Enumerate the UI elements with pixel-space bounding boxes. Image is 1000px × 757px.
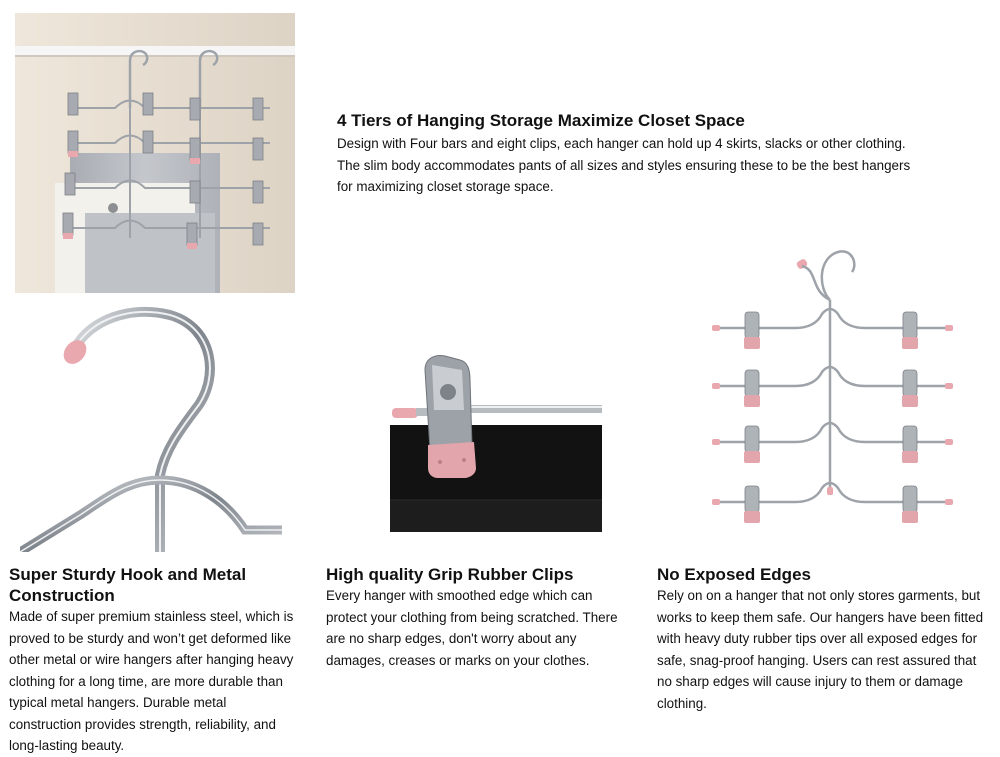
hook-line-7: long-lasting beauty.: [9, 738, 125, 753]
full-hanger-photo: [700, 240, 960, 540]
hook-line-5: typical metal hangers. Durable metal: [9, 695, 227, 710]
edges-line-1: Rely on on a hanger that not only stores garments, but: [657, 588, 981, 603]
clips-section: [326, 564, 646, 671]
hook-line-6: construction provides strength, reliability, and: [9, 716, 276, 732]
clip-closeup-photo: [390, 350, 602, 532]
closet-photo: [15, 13, 295, 293]
hook-section: [9, 564, 319, 757]
hook-line-3: other metal or wire hangers after hanging heavy: [9, 652, 294, 667]
tiers-line-1: Design with Four bars and eight clips, each hanger can hold up 4 skirts, slacks or other clothing.: [337, 136, 906, 151]
hook-line-4: clothing for a long time, are more durable than: [9, 673, 283, 689]
hook-title-line-1: Super Sturdy Hook and Metal: [9, 565, 247, 584]
edges-section: [657, 564, 997, 714]
edges-line-6: clothing.: [657, 695, 707, 711]
hook-line-2: proved to be sturdy and won’t get deformed like: [9, 630, 292, 646]
hook-title-line-2: Construction: [9, 586, 115, 605]
clips-line-3: are no sharp edges, don't worry about any: [326, 631, 577, 646]
clips-title: High quality Grip Rubber Clips: [326, 565, 574, 584]
hook-closeup-photo: [20, 300, 282, 552]
edges-title: No Exposed Edges: [657, 565, 811, 584]
edges-line-3: with heavy duty rubber tips over all exposed edges for: [657, 631, 978, 646]
tiers-line-3: for maximizing closet storage space.: [337, 179, 554, 194]
edges-line-4: safe, snag-proof hanging. Users can rest assured that: [657, 652, 977, 668]
clips-line-4: damages, creases or marks on your clothes.: [326, 652, 590, 668]
tiers-section: [337, 110, 977, 198]
edges-line-5: no sharp edges will cause injury to them or damage: [657, 674, 963, 689]
tiers-line-2: The slim body accommodates pants of all sizes and styles ensuring these to be the best hangers: [337, 157, 911, 173]
clips-line-1: Every hanger with smoothed edge which can: [326, 588, 593, 603]
edges-line-2: works to keep them safe. Our hangers have been fitted: [657, 609, 984, 625]
clips-line-2: protect your clothing from being scratched. There: [326, 609, 618, 625]
hook-line-1: Made of super premium stainless steel, which is: [9, 609, 294, 624]
tiers-title: 4 Tiers of Hanging Storage Maximize Closet Space: [337, 111, 745, 130]
